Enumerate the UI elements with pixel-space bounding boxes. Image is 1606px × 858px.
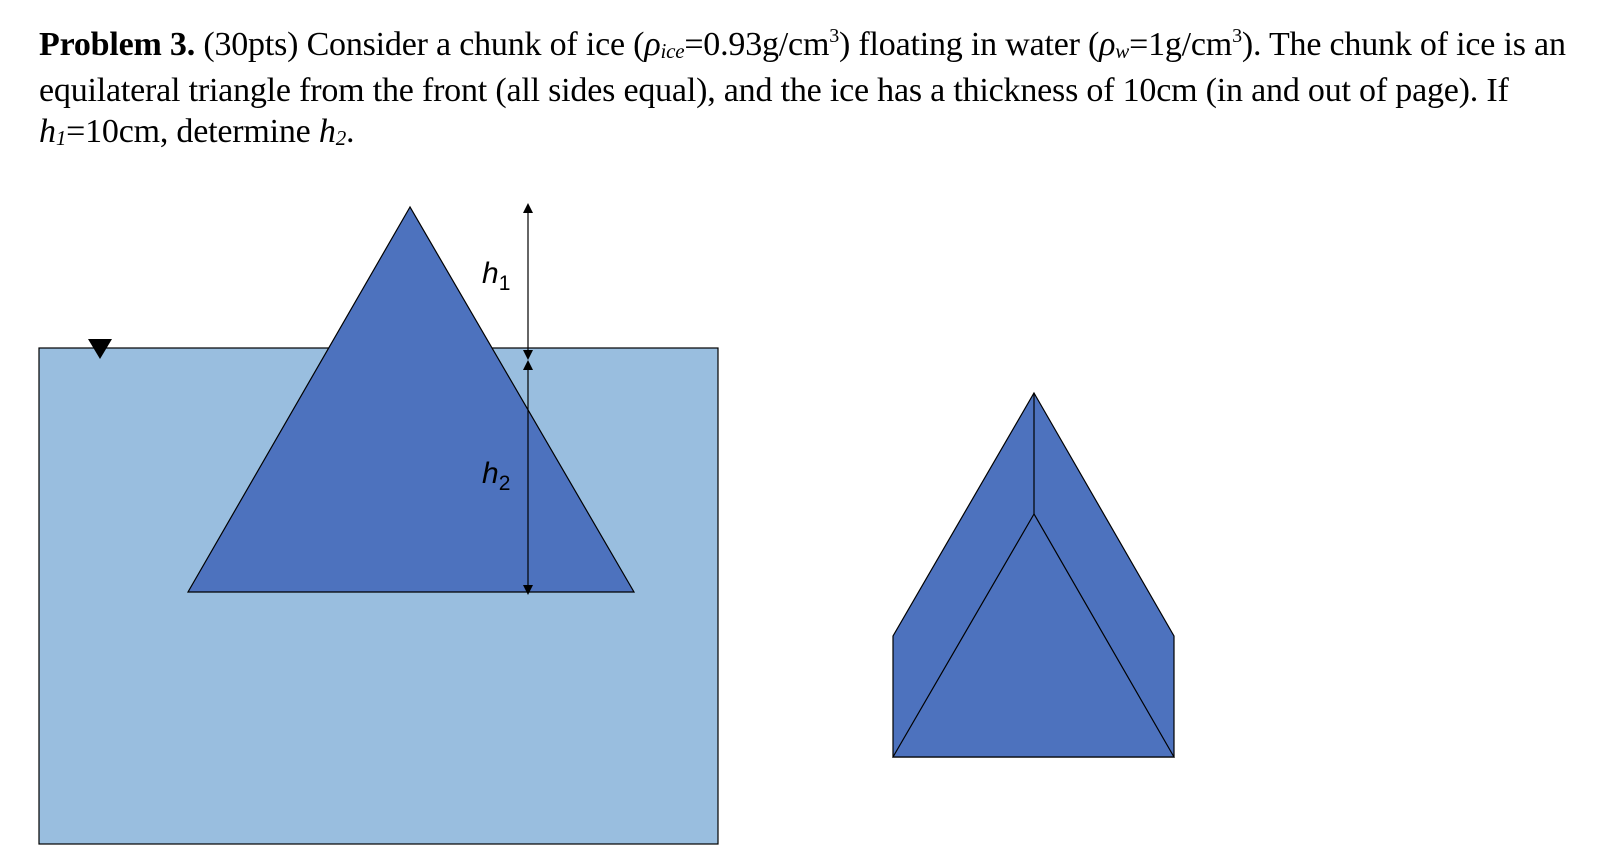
- problem-end: .: [346, 113, 355, 150]
- problem-intro: Consider a chunk of ice (: [306, 26, 645, 63]
- problem-description: ). The chunk of ice is an equilateral triangle from the front (all sides equal), and the ice has a thickness of 10cm (in and out of page). If: [39, 26, 1566, 109]
- water-density-value: =1g/cm: [1129, 26, 1233, 63]
- rho-ice-symbol: ρ: [644, 26, 661, 63]
- problem-mid: ) floating in water (: [839, 26, 1100, 63]
- water-density-exponent: 3: [1232, 25, 1242, 47]
- ice-density-value: =0.93g/cm: [684, 26, 830, 63]
- h2-symbol: h: [318, 113, 336, 150]
- h2-label: $h_2$: [482, 457, 511, 495]
- h2-label-subscript: 2: [498, 472, 511, 495]
- h1-label: $h_1$: [482, 257, 511, 295]
- ice-density-exponent: 3: [829, 25, 839, 47]
- h2-subscript: 2: [335, 126, 347, 150]
- rho-water-subscript: w: [1115, 39, 1130, 63]
- h1-symbol: h: [39, 113, 56, 150]
- rho-ice-subscript: ice: [660, 39, 685, 63]
- problem-title: Problem 3.: [39, 26, 196, 63]
- problem-points: (30pts): [203, 26, 299, 63]
- h1-label-subscript: 1: [498, 272, 511, 295]
- ice-prism-3d-view: [893, 393, 1174, 757]
- rho-water-symbol: ρ: [1099, 26, 1116, 63]
- h1-value: =10cm, determine: [66, 113, 311, 150]
- h1-subscript: 1: [55, 126, 67, 150]
